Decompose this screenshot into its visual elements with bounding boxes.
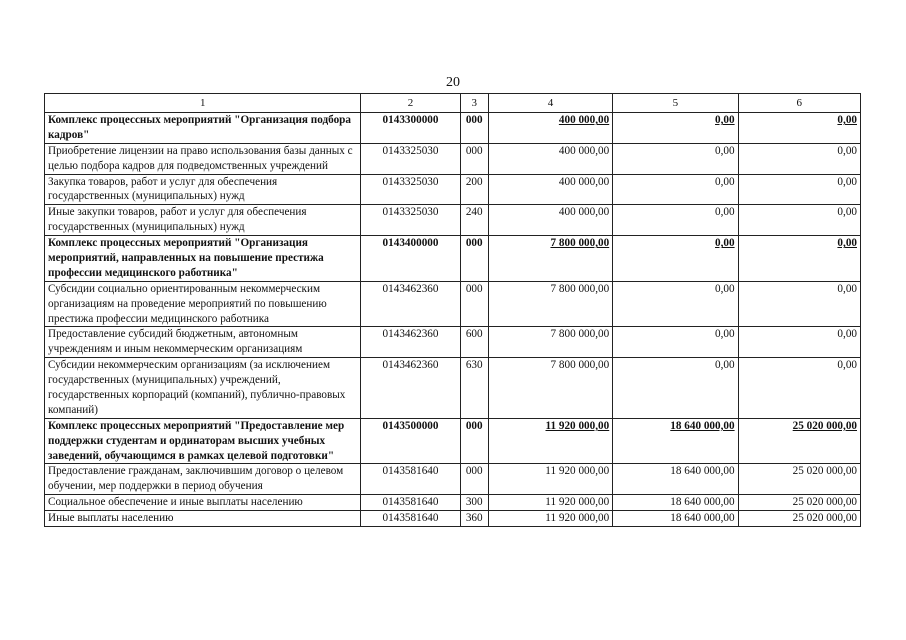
table-row	[45, 327, 861, 358]
budget-table	[44, 93, 861, 527]
row-amount-col5-cell: 0,00	[613, 113, 738, 144]
row-amount-col6-cell: 0,00	[738, 143, 860, 174]
row-amount-col6-cell: 25 020 000,00	[738, 464, 860, 495]
row-name-cell: Закупка товаров, работ и услуг для обеспечения государственных (муниципальных) нужд	[45, 174, 361, 205]
row-name-cell: Социальное обеспечение и иные выплаты населению	[45, 495, 361, 511]
table-row	[45, 143, 861, 174]
row-amount-col5-cell: 18 640 000,00	[613, 511, 738, 527]
row-type-cell: 000	[460, 143, 488, 174]
row-amount-col5-cell: 18 640 000,00	[613, 418, 738, 464]
column-number-row	[45, 94, 861, 113]
row-amount-col5-cell: 0,00	[613, 281, 738, 327]
column-number-1: 1	[45, 94, 361, 113]
column-number-6: 6	[738, 94, 860, 113]
row-amount-col4-cell: 7 800 000,00	[488, 236, 612, 282]
row-amount-col5-cell: 0,00	[613, 327, 738, 358]
row-amount-col6-cell: 0,00	[738, 327, 860, 358]
row-name-cell: Иные выплаты населению	[45, 511, 361, 527]
row-amount-col5-cell: 0,00	[613, 236, 738, 282]
row-name-cell: Предоставление субсидий бюджетным, автономным учреждениям и иным некоммерческим организациям	[45, 327, 361, 358]
row-type-cell: 630	[460, 358, 488, 419]
row-type-cell: 360	[460, 511, 488, 527]
row-amount-col5-cell: 18 640 000,00	[613, 464, 738, 495]
row-code-cell: 0143300000	[361, 113, 460, 144]
table-row	[45, 464, 861, 495]
column-number-5: 5	[613, 94, 738, 113]
row-amount-col4-cell: 7 800 000,00	[488, 327, 612, 358]
row-type-cell: 000	[460, 418, 488, 464]
row-amount-col6-cell: 25 020 000,00	[738, 511, 860, 527]
row-code-cell: 0143500000	[361, 418, 460, 464]
table-row	[45, 281, 861, 327]
row-name-cell: Комплекс процессных мероприятий "Организация подбора кадров"	[45, 113, 361, 144]
column-number-3: 3	[460, 94, 488, 113]
row-amount-col4-cell: 400 000,00	[488, 143, 612, 174]
table-row-section	[45, 236, 861, 282]
row-amount-col5-cell: 0,00	[613, 143, 738, 174]
row-name-cell: Субсидии социально ориентированным некоммерческим организациям на проведение мероприятий по повышению престижа профессии медицинского работника	[45, 281, 361, 327]
row-name-cell: Комплекс процессных мероприятий "Организация мероприятий, направленных на повышение престижа профессии медицинского работника"	[45, 236, 361, 282]
row-type-cell: 240	[460, 205, 488, 236]
row-amount-col5-cell: 0,00	[613, 358, 738, 419]
column-number-4: 4	[488, 94, 612, 113]
row-type-cell: 300	[460, 495, 488, 511]
row-amount-col4-cell: 11 920 000,00	[488, 464, 612, 495]
row-amount-col4-cell: 11 920 000,00	[488, 495, 612, 511]
row-amount-col6-cell: 0,00	[738, 358, 860, 419]
row-amount-col4-cell: 7 800 000,00	[488, 281, 612, 327]
table-row	[45, 358, 861, 419]
row-code-cell: 0143581640	[361, 464, 460, 495]
row-amount-col4-cell: 400 000,00	[488, 205, 612, 236]
row-amount-col4-cell: 400 000,00	[488, 113, 612, 144]
row-type-cell: 000	[460, 113, 488, 144]
row-amount-col6-cell: 0,00	[738, 236, 860, 282]
row-amount-col5-cell: 0,00	[613, 174, 738, 205]
row-code-cell: 0143581640	[361, 511, 460, 527]
row-amount-col6-cell: 0,00	[738, 205, 860, 236]
row-type-cell: 600	[460, 327, 488, 358]
row-name-cell: Субсидии некоммерческим организациям (за исключением государственных (муниципальных) учреждений, государственных корпораций (компаний), публично-правовых компаний)	[45, 358, 361, 419]
table-row	[45, 495, 861, 511]
table-row	[45, 511, 861, 527]
row-code-cell: 0143400000	[361, 236, 460, 282]
row-name-cell: Комплекс процессных мероприятий "Предоставление мер поддержки студентам и ординаторам высших учебных заведений, обучающимся в рамках целевой подготовки"	[45, 418, 361, 464]
table-row	[45, 174, 861, 205]
row-code-cell: 0143581640	[361, 495, 460, 511]
row-type-cell: 000	[460, 281, 488, 327]
row-code-cell: 0143462360	[361, 358, 460, 419]
row-amount-col6-cell: 0,00	[738, 174, 860, 205]
row-code-cell: 0143325030	[361, 143, 460, 174]
row-amount-col4-cell: 7 800 000,00	[488, 358, 612, 419]
row-name-cell: Приобретение лицензии на право использования базы данных с целью подбора кадров для подведомственных учреждений	[45, 143, 361, 174]
row-amount-col4-cell: 11 920 000,00	[488, 418, 612, 464]
row-amount-col4-cell: 400 000,00	[488, 174, 612, 205]
table-body	[45, 94, 861, 527]
row-code-cell: 0143325030	[361, 205, 460, 236]
row-name-cell: Иные закупки товаров, работ и услуг для обеспечения государственных (муниципальных) нужд	[45, 205, 361, 236]
row-amount-col6-cell: 0,00	[738, 281, 860, 327]
page-number: 20	[446, 75, 460, 90]
table-row-section	[45, 113, 861, 144]
row-amount-col6-cell: 0,00	[738, 113, 860, 144]
row-amount-col5-cell: 0,00	[613, 205, 738, 236]
row-name-cell: Предоставление гражданам, заключившим договор о целевом обучении, мер поддержки в период обучения	[45, 464, 361, 495]
table-row	[45, 205, 861, 236]
row-code-cell: 0143462360	[361, 327, 460, 358]
row-type-cell: 200	[460, 174, 488, 205]
column-number-2: 2	[361, 94, 460, 113]
row-amount-col6-cell: 25 020 000,00	[738, 418, 860, 464]
row-amount-col5-cell: 18 640 000,00	[613, 495, 738, 511]
row-amount-col6-cell: 25 020 000,00	[738, 495, 860, 511]
row-code-cell: 0143462360	[361, 281, 460, 327]
row-code-cell: 0143325030	[361, 174, 460, 205]
row-type-cell: 000	[460, 236, 488, 282]
row-amount-col4-cell: 11 920 000,00	[488, 511, 612, 527]
table-row-section	[45, 418, 861, 464]
row-type-cell: 000	[460, 464, 488, 495]
